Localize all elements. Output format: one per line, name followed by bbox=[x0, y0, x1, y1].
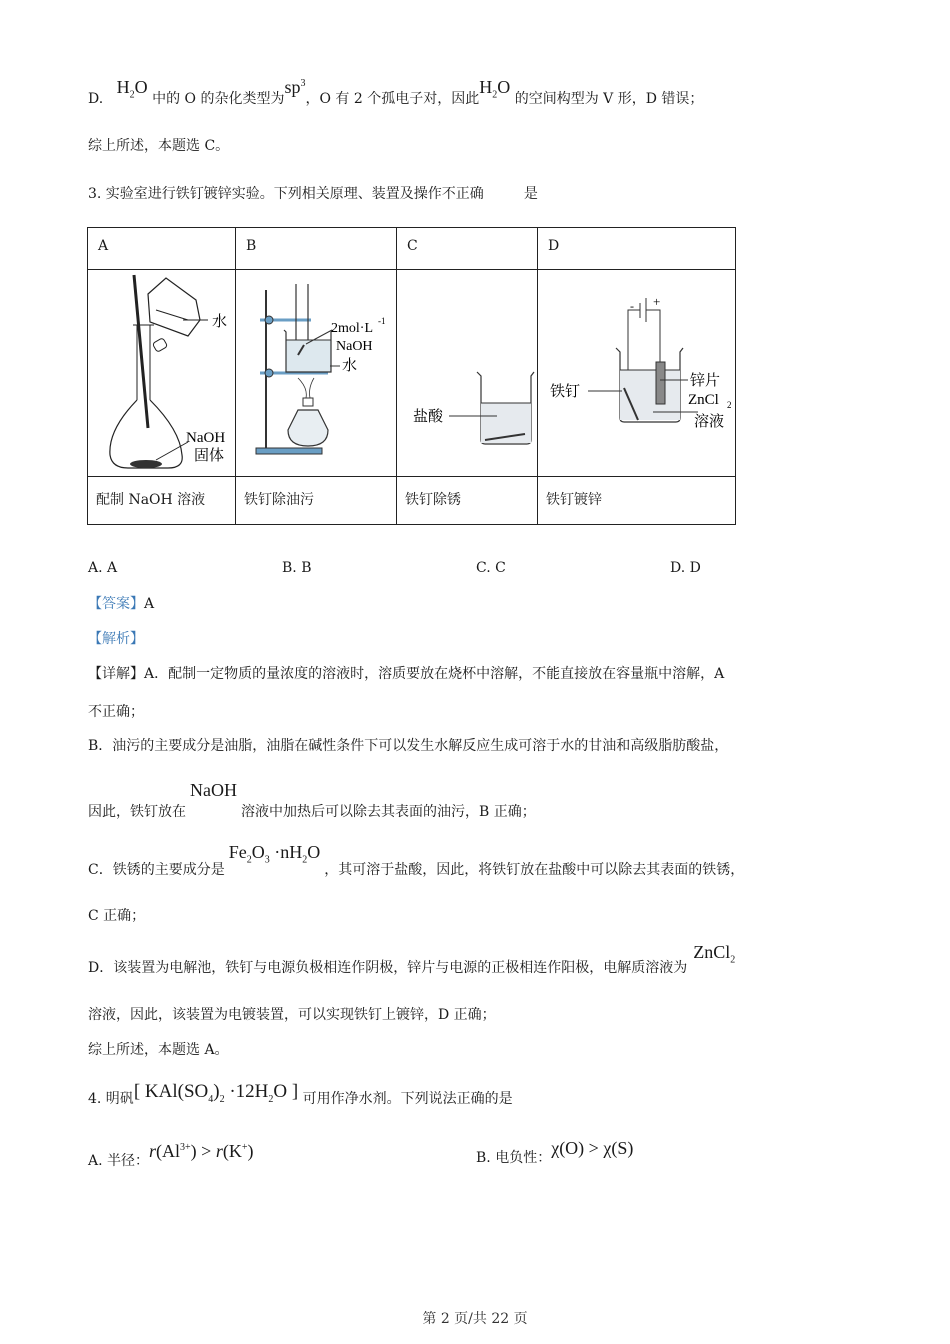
formula-electronegativity: χ(O) > χ(S) bbox=[551, 1138, 634, 1158]
svg-text:2: 2 bbox=[727, 400, 732, 410]
header-d: D bbox=[538, 228, 736, 270]
answer-value: A bbox=[144, 596, 155, 612]
option-d[interactable]: D. D bbox=[670, 560, 701, 576]
stem-tail: 是 bbox=[523, 186, 538, 202]
text: 的空间构型为 V 形，D 错误； bbox=[514, 91, 704, 107]
text: ，O 有 2 个孤电子对，因此 bbox=[305, 91, 480, 107]
svg-text:ZnCl: ZnCl bbox=[688, 392, 719, 408]
detail-c-line1 bbox=[88, 842, 745, 887]
formula-fe2o3: $Fe_2O_3 \cdot nH_2O$ bbox=[228, 842, 321, 866]
svg-text:锌片: 锌片 bbox=[690, 373, 721, 389]
text: 溶液中加热后可以除去其表面的油污，B 正确； bbox=[241, 804, 536, 820]
option-a[interactable]: A. A bbox=[88, 560, 118, 576]
analysis-label: 【解析】 bbox=[88, 631, 144, 647]
formula-h2o: $H_2O$ bbox=[479, 77, 511, 101]
formula-alum: [ $KAl(SO_4)_2 \cdot 12H_2O$ ] bbox=[133, 1081, 299, 1105]
text: ，其可溶于盐酸，因此，将铁钉放在盐酸中可以除去其表面的铁锈， bbox=[324, 862, 745, 878]
prev-answer-d-line bbox=[88, 77, 704, 116]
svg-text:+: + bbox=[653, 294, 661, 309]
page-footer: 第 2 页/共 22 页 bbox=[422, 1311, 528, 1327]
question3-table bbox=[87, 227, 736, 525]
stem-text: 4. 明矾 bbox=[88, 1091, 134, 1107]
svg-text:NaOH: NaOH bbox=[336, 339, 373, 354]
answer-line bbox=[88, 594, 154, 614]
text: A．配制一定物质的量浓度的溶液时，溶质要放在烧杯中溶解，不能直接放在容量瓶中溶解，A bbox=[144, 666, 725, 682]
header-c: C bbox=[397, 228, 538, 270]
caption-d: 铁钉镀锌 bbox=[538, 477, 736, 525]
hcl-beaker-diagram bbox=[397, 270, 537, 472]
option-label: A. 半径： bbox=[88, 1153, 150, 1169]
formula-zncl2: ZnCl$_2$ bbox=[693, 942, 736, 966]
option-b[interactable]: B. B bbox=[282, 560, 312, 576]
formula-sp3: $sp^3$ bbox=[284, 77, 306, 97]
caption-c: 铁钉除锈 bbox=[397, 477, 538, 525]
question4-stem bbox=[88, 1081, 513, 1116]
question4-option-a[interactable] bbox=[88, 1141, 254, 1171]
formula-naoh: NaOH bbox=[190, 780, 237, 800]
figure-a-cell bbox=[88, 270, 236, 477]
formula-h2o: $H_2O$ bbox=[107, 77, 148, 101]
svg-text:盐酸: 盐酸 bbox=[413, 409, 444, 425]
svg-text:-1: -1 bbox=[378, 316, 386, 326]
detail-a-line2: 不正确； bbox=[88, 704, 144, 720]
formula-radius: $r(Al^{3+}) > r(K^+)$ bbox=[149, 1141, 254, 1161]
text: 中的 O 的杂化类型为 bbox=[152, 91, 285, 107]
option-c[interactable]: C. C bbox=[476, 560, 506, 576]
caption-a: 配制 NaOH 溶液 bbox=[88, 477, 236, 525]
header-a: A bbox=[88, 228, 236, 270]
caption-b: 铁钉除油污 bbox=[236, 477, 397, 525]
heating-beaker-diagram bbox=[236, 270, 396, 472]
detail-b-line2 bbox=[88, 780, 536, 822]
detail-d-line1 bbox=[88, 942, 736, 985]
question3-stem bbox=[88, 184, 538, 204]
svg-text:-: - bbox=[630, 299, 634, 313]
stem-text: 可用作净水剂。下列说法正确的是 bbox=[302, 1091, 513, 1107]
detail-b-line1: B．油污的主要成分是油脂，油脂在碱性条件下可以发生水解反应生成可溶于水的甘油和高级脂肪酸盐， bbox=[88, 738, 729, 754]
svg-text:铁钉: 铁钉 bbox=[550, 384, 581, 400]
detail-label: 【详解】 bbox=[88, 666, 144, 682]
figure-d-cell bbox=[538, 270, 736, 477]
text: C．铁锈的主要成分是 bbox=[88, 862, 225, 878]
figure-c-cell bbox=[397, 270, 538, 477]
stem-text: 3. 实验室进行铁钉镀锌实验。下列相关原理、装置及操作不正确 bbox=[88, 186, 484, 202]
detail-c-line2: C 正确； bbox=[88, 908, 146, 924]
option-prefix: D. bbox=[88, 91, 104, 107]
svg-text:固体: 固体 bbox=[194, 448, 225, 464]
prev-summary: 综上所述，本题选 C。 bbox=[88, 138, 230, 154]
text: 因此，铁钉放在 bbox=[88, 804, 186, 820]
svg-text:2mol·L: 2mol·L bbox=[331, 321, 373, 336]
detail-a-line1 bbox=[88, 664, 724, 684]
svg-text:水: 水 bbox=[342, 358, 358, 374]
svg-text:溶液: 溶液 bbox=[694, 414, 725, 430]
detail-d-line2: 溶液，因此，该装置为电镀装置，可以实现铁钉上镀锌，D 正确； bbox=[88, 1007, 496, 1023]
question4-option-b[interactable] bbox=[476, 1138, 634, 1168]
svg-text:水: 水 bbox=[212, 314, 228, 330]
option-label: B. 电负性： bbox=[476, 1150, 552, 1166]
header-b: B bbox=[236, 228, 397, 270]
volumetric-flask-diagram bbox=[88, 270, 235, 472]
detail-summary: 综上所述，本题选 A。 bbox=[88, 1042, 229, 1058]
electroplating-diagram bbox=[538, 270, 735, 472]
text: D．该装置为电解池，铁钉与电源负极相连作阴极，锌片与电源的正极相连作阳极，电解质溶液为 bbox=[88, 960, 688, 976]
figure-b-cell bbox=[236, 270, 397, 477]
answer-label: 【答案】 bbox=[88, 596, 144, 612]
svg-text:NaOH: NaOH bbox=[186, 430, 226, 446]
